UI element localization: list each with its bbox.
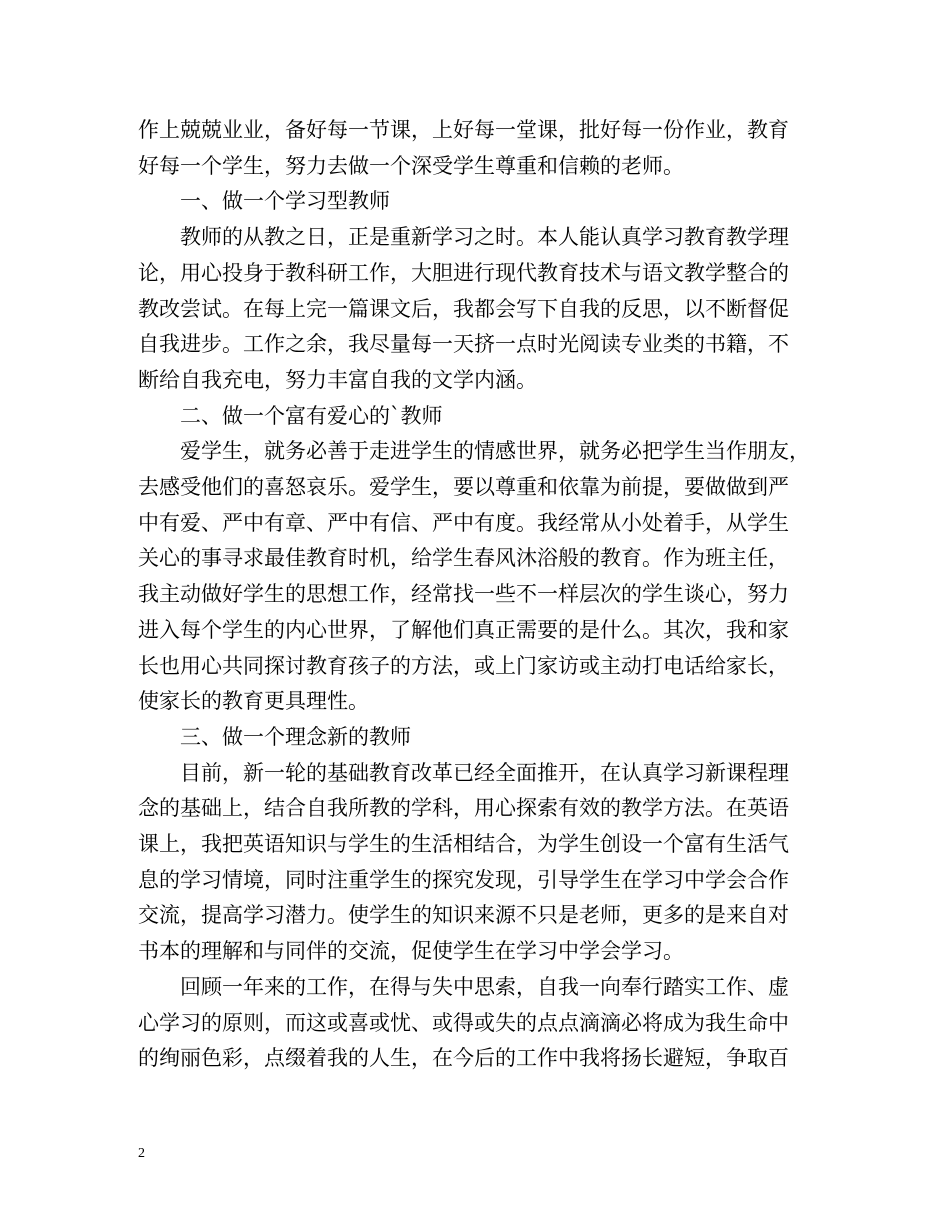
text-line: 三、做一个理念新的教师 bbox=[138, 724, 411, 749]
text-line: 去感受他们的喜怒哀乐。爱学生，要以尊重和依靠为前提，要做做到严 bbox=[138, 475, 789, 499]
text-line: 交流，提高学习潜力。使学生的知识来源不只是老师，更多的是来自对 bbox=[138, 903, 789, 928]
page-number: 2 bbox=[138, 1146, 145, 1161]
text-line: 书本的理解和与同伴的交流，促使学生在学习中学会学习。 bbox=[138, 939, 684, 964]
text-line: 的绚丽色彩，点缀着我的人生，在今后的工作中我将扬长避短，争取百 bbox=[138, 1046, 789, 1071]
text-line: 教改尝试。在每上完一篇课文后，我都会写下自我的反思，以不断督促 bbox=[138, 296, 789, 321]
text-line: 念的基础上，结合自我所教的学科，用心探索有效的教学方法。在英语 bbox=[138, 796, 789, 821]
text-line: 自我进步。工作之余，我尽量每一天挤一点时光阅读专业类的书籍，不 bbox=[138, 332, 789, 357]
text-line: 作上兢兢业业，备好每一节课，上好每一堂课，批好每一份作业，教育 bbox=[138, 118, 789, 142]
text-line: 目前，新一轮的基础教育改革已经全面推开，在认真学习新课程理 bbox=[138, 760, 789, 785]
text-line: 课上，我把英语知识与学生的生活相结合，为学生创设一个富有生活气 bbox=[138, 832, 789, 856]
text-line: 论，用心投身于教科研工作，大胆进行现代教育技术与语文教学整合的 bbox=[138, 260, 789, 285]
text-line: 进入每个学生的内心世界，了解他们真正需要的是什么。其次，我和家 bbox=[138, 617, 789, 642]
text-line: 关心的事寻求最佳教育时机，给学生春风沐浴般的教育。作为班主任， bbox=[138, 546, 789, 571]
text-line: 息的学习情境，同时注重学生的探究发现，引导学生在学习中学会合作 bbox=[138, 867, 789, 892]
text-line: 我主动做好学生的思想工作，经常找一些不一样层次的学生谈心，努力 bbox=[138, 582, 789, 607]
text-line: 好每一个学生，努力去做一个深受学生尊重和信赖的老师。 bbox=[138, 153, 684, 178]
text-line: 心学习的原则，而这或喜或忧、或得或失的点点滴滴必将成为我生命中 bbox=[138, 1010, 789, 1035]
text-line: 回顾一年来的工作，在得与失中思索，自我一向奉行踏实工作、虚 bbox=[138, 974, 789, 999]
text-line: 一、做一个学习型教师 bbox=[138, 189, 390, 214]
text-line: 中有爱、严中有章、严中有信、严中有度。我经常从小处着手，从学生 bbox=[138, 510, 789, 535]
text-line: 教师的从教之日，正是重新学习之时。本人能认真学习教育教学理 bbox=[138, 225, 789, 250]
text-line: 长也用心共同探讨教育孩子的方法，或上门家访或主动打电话给家长， bbox=[138, 653, 789, 678]
text-line: 二、做一个富有爱心的`教师 bbox=[138, 403, 443, 428]
text-line: 使家长的教育更具理性。 bbox=[138, 689, 369, 714]
text-line: 爱学生，就务必善于走进学生的情感世界，就务必把学生当作朋友， bbox=[138, 439, 810, 464]
text-line: 断给自我充电，努力丰富自我的文学内涵。 bbox=[138, 367, 537, 392]
